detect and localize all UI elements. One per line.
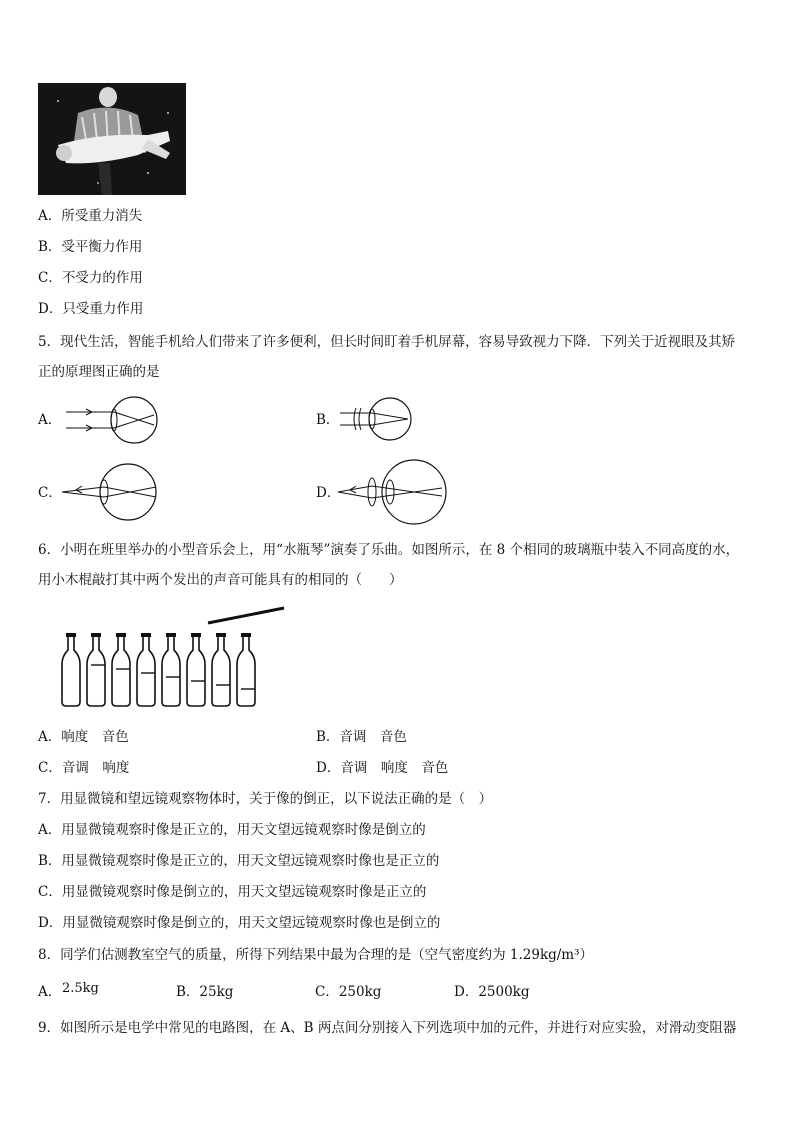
levitation-photo <box>38 83 186 195</box>
q4-option-c: C．不受力的作用 <box>38 270 143 286</box>
q5-stem-line2: 正的原理图正确的是 <box>38 364 160 380</box>
diagram-c-eye <box>62 462 162 522</box>
diagram-b-eye <box>338 396 418 442</box>
water-bottles-figure <box>58 603 290 709</box>
q6-option-c: C．音调 响度 <box>38 760 130 776</box>
q8-option-b: B．25kg <box>176 984 234 1000</box>
q7-stem: 7．用显微镜和望远镜观察物体时，关于像的倒正，以下说法正确的是（ ） <box>38 791 493 807</box>
q9-stem: 9．如图所示是电学中常见的电路图，在 A、B 两点间分别接入下列选项中加的元件，并进行对应实验，对滑动变阻器 <box>38 1020 737 1036</box>
diagram-d-eye <box>338 458 448 526</box>
q4-option-d: D．只受重力作用 <box>38 301 144 317</box>
q5-option-d-label: D． <box>316 485 341 501</box>
q6-stem-line2: 用小木棍敲打其中两个发出的声音可能具有的相同的（ ） <box>38 572 403 588</box>
q6-option-b: B．音调 音色 <box>316 729 407 745</box>
q6-stem-line1: 6．小明在班里举办的小型音乐会上，用“水瓶琴”演奏了乐曲。如图所示，在 8 个相同的玻璃瓶中装入不同高度的水， <box>38 542 740 558</box>
q8-option-a-label: A． <box>38 984 62 1000</box>
q7-option-b: B．用显微镜观察时像是正立的，用天文望远镜观察时像也是正立的 <box>38 853 440 869</box>
diagram-a-eye <box>62 394 162 446</box>
q6-option-a: A．响度 音色 <box>38 729 129 745</box>
q7-option-a: A．用显微镜观察时像是正立的，用天文望远镜观察时像是倒立的 <box>38 822 426 838</box>
q8-option-c: C．250kg <box>315 984 382 1000</box>
q8-stem: 8．同学们估测教室空气的质量，所得下列结果中最为合理的是（空气密度约为 1.29kg/m³） <box>38 947 594 963</box>
q7-option-d: D．用显微镜观察时像是倒立的，用天文望远镜观察时像也是倒立的 <box>38 915 441 931</box>
q4-option-a: A．所受重力消失 <box>38 208 143 224</box>
q5-option-b-label: B． <box>316 412 340 428</box>
q5-option-a-label: A． <box>38 412 62 428</box>
q5-option-c-label: C． <box>38 485 62 501</box>
q4-option-b: B．受平衡力作用 <box>38 239 143 255</box>
q6-option-d: D．音调 响度 音色 <box>316 760 449 776</box>
q8-option-a-value: 2.5kg <box>62 981 99 996</box>
q5-stem-line1: 5．现代生活，智能手机给人们带来了许多便利，但长时间盯着手机屏幕，容易导致视力下降．下列关于近视眼及其矫 <box>38 334 736 350</box>
q7-option-c: C．用显微镜观察时像是倒立的，用天文望远镜观察时像是正立的 <box>38 884 427 900</box>
q8-option-d: D．2500kg <box>454 984 530 1000</box>
